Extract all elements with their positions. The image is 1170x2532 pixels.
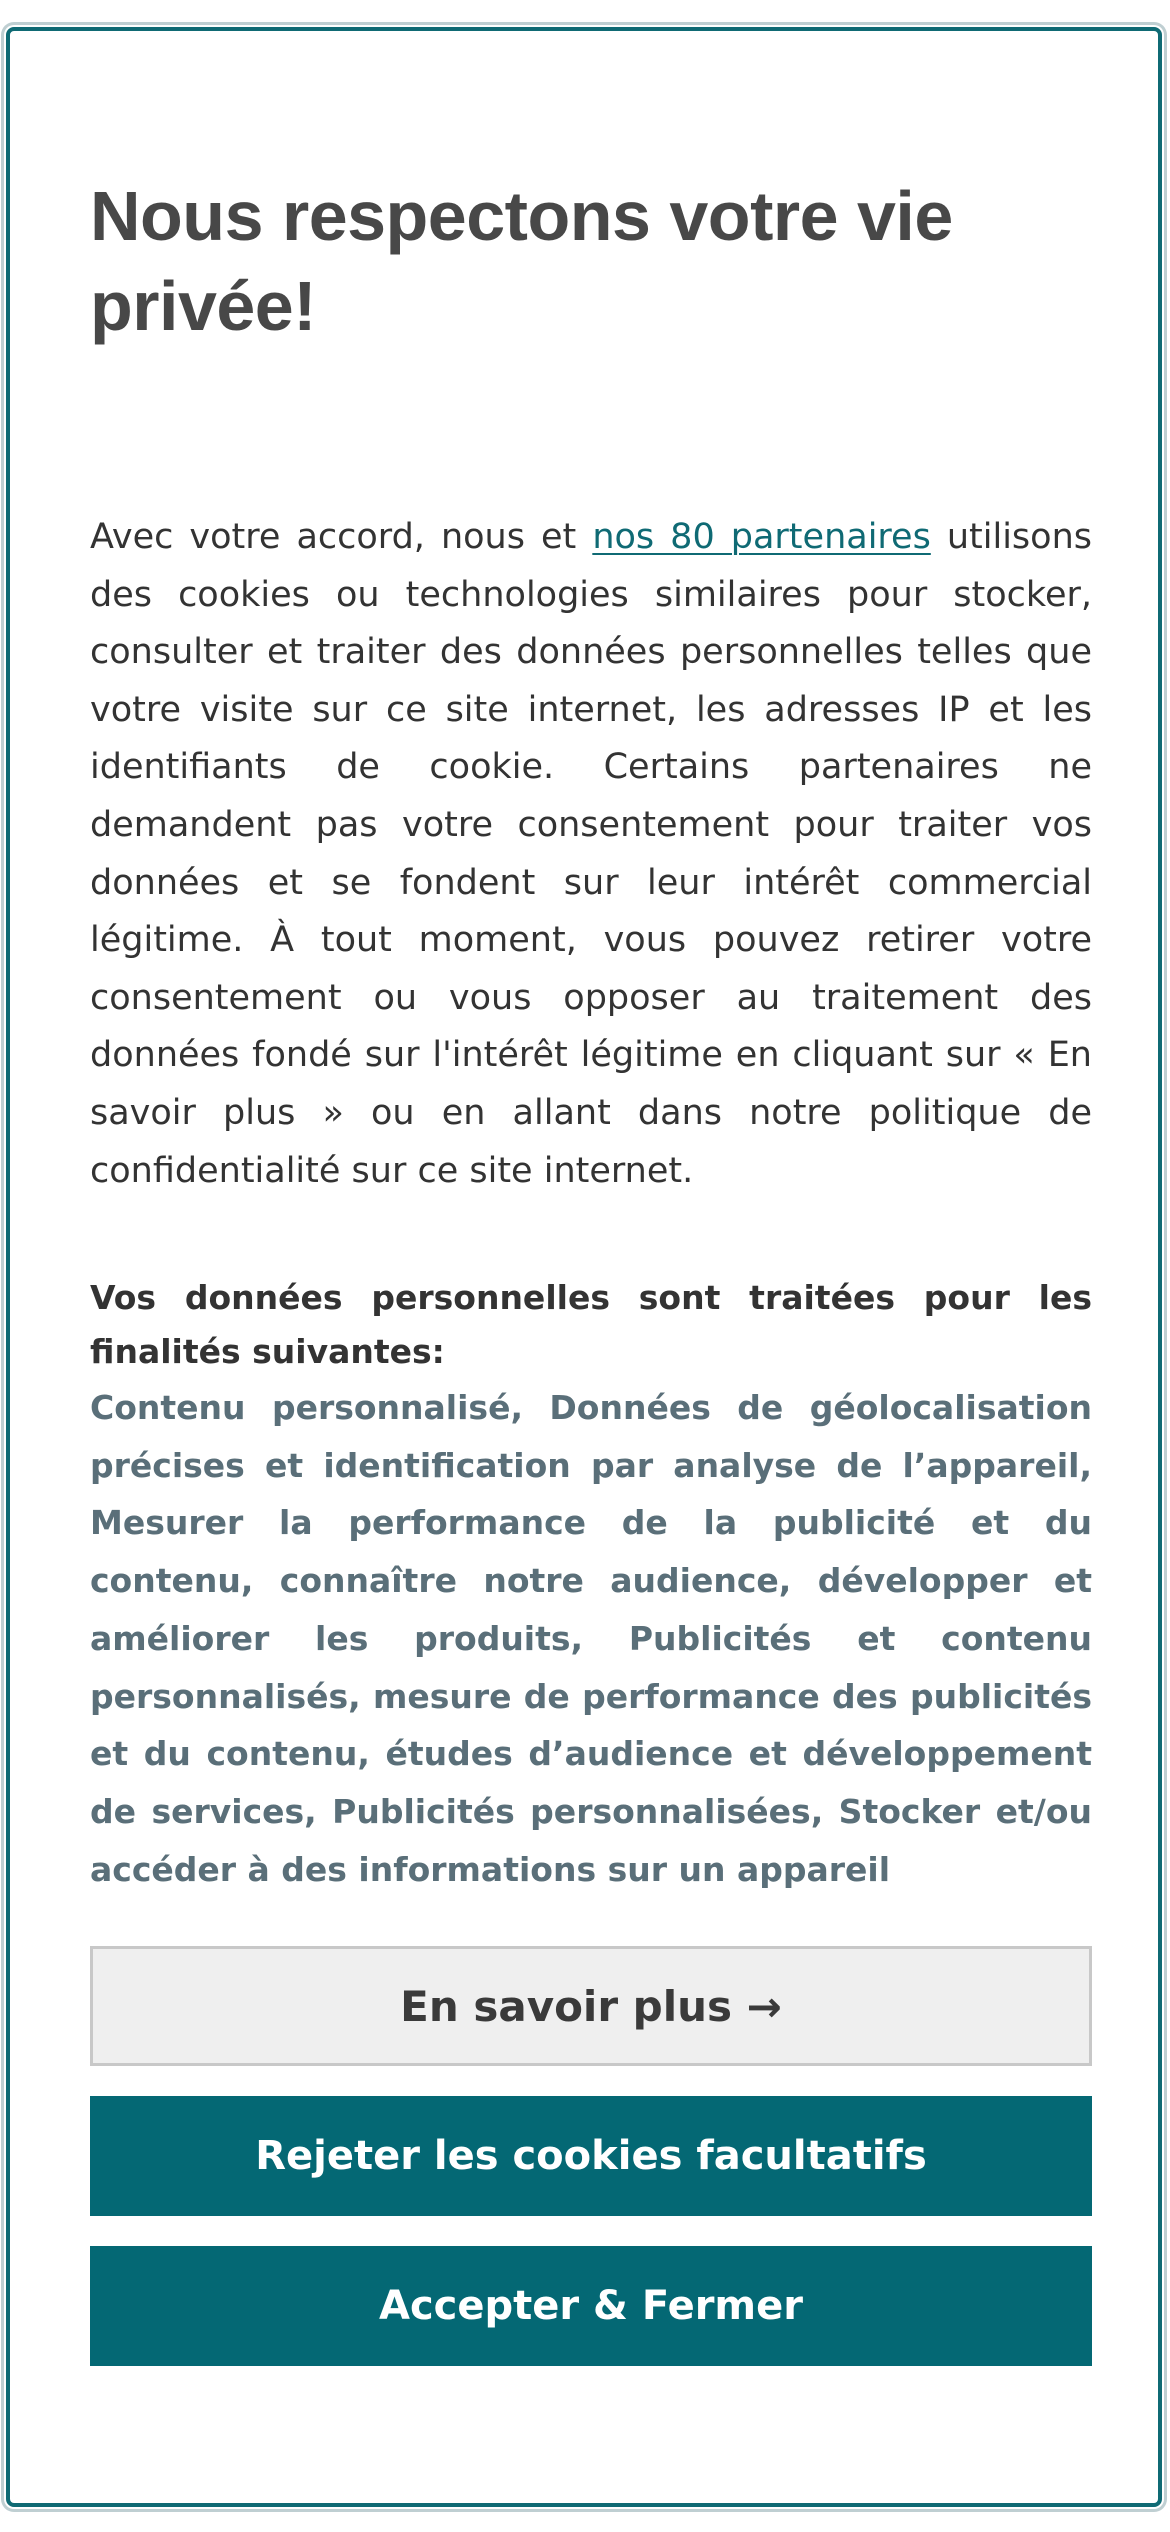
purposes-heading: Vos données personnelles sont traitées pour les finalités suivantes: [90,1278,1092,1371]
reject-optional-cookies-button[interactable]: Rejeter les cookies facultatifs [90,2096,1092,2216]
consent-intro-text [90,509,1092,1200]
cookie-consent-dialog [6,27,1162,2507]
purposes-list: Contenu personnalisé, Données de géolocalisation précises et identification par analyse de l’appareil, Mesurer la performance de la publicité et du contenu, connaître notre audience, développer et améliorer les produits, Publicités et contenu personnalisés, mesure de performance des publicités et du contenu, études d’audience et développement de services, Publicités personnalisées, Stocker et/ou accéder à des informations sur un appareil [90,1388,1092,1889]
intro-text-start: Avec votre accord, nous et [90,517,593,557]
intro-text-end: utilisons des cookies ou technologies similaires pour stocker, consulter et traiter des données personnelles telles que votre visite sur ce site internet, les adresses IP et les identifiants de cookie. Certains partenaires ne demandent pas votre consentement pour traiter vos données et se fondent sur leur intérêt commercial légitime. À tout moment, vous pouvez retirer votre consentement ou vous opposer au traitement des données fondé sur l'intérêt légitime en cliquant sur « En savoir plus » ou en allant dans notre politique de confidentialité sur ce site internet. [90,517,1092,1191]
dialog-title: Nous respectons votre vie privée! [90,177,953,345]
partners-link[interactable]: nos 80 partenaires [592,517,931,557]
learn-more-button[interactable]: En savoir plus → [90,1946,1092,2066]
accept-and-close-button[interactable]: Accepter & Fermer [90,2246,1092,2366]
